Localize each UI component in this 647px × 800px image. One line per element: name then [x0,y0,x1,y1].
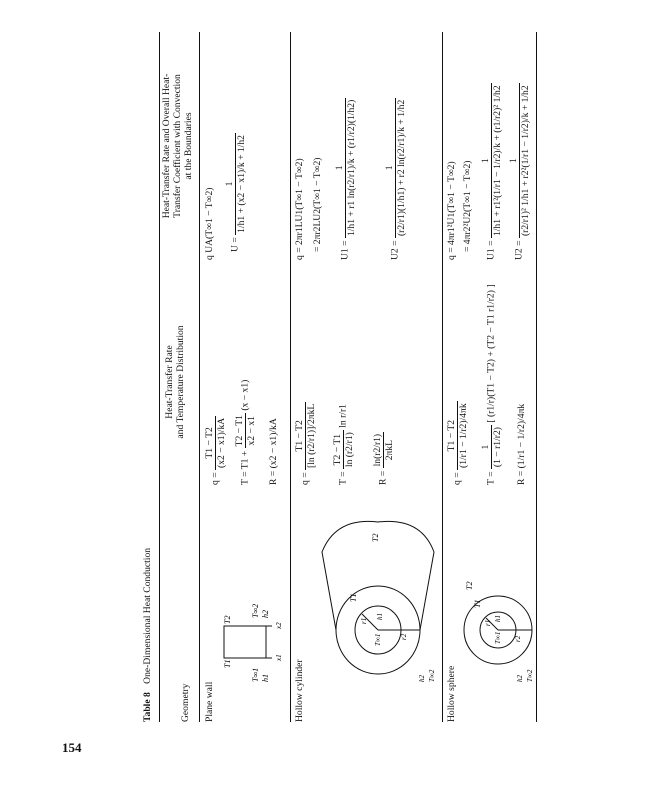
equation-temperature: T = 1 (1 − r1/r2) [ (r1/r)(T1 − T2) + (T2 − T1 r1/r2) ] [480,284,504,485]
equation-overall-q2: = 4πr2²U2(T∞1 − T∞2) [462,160,473,252]
diagram-label-r2: r2 [400,633,408,640]
equation-temperature: T = T2 − T1 ln (r2/r1) ln r/r1 [332,404,356,485]
diagram-label-h1: h1 [494,615,502,622]
equation-overall-u1: U1 = 1 1/h1 + r1 ln(r2/r1)/k + (r1/r2)(1/h2) [334,99,358,260]
diagram-label-r2: r2 [514,635,522,642]
table-row [444,32,536,722]
diagram-label-tinf2: T∞2 [251,603,260,618]
table-number: Table 8 [142,692,153,722]
rotated-table [142,32,537,722]
diagram-label-tinf2: T∞2 [428,669,436,682]
diagram-label-t1: T1 [349,593,358,602]
diagram-label-r1: r1 [484,619,492,626]
geometry-label: Plane wall [204,681,215,722]
equation-overall-u1: U1 = 1 1/h1 + r1²(1/r1 − 1/r2)/k + (r1/r2)² 1/h2 [480,85,504,260]
header-distribution-line: Heat-Transfer Rate [164,345,175,419]
plane-wall-diagram [218,598,286,688]
equation-q: q = T1 − T2 (1/r1 − 1/r2)/4πk [446,403,470,485]
equation-q: q = T1 − T2 (x2 − x1)/kA [204,417,228,485]
equation-overall-q1: q = 2πr1LU1(T∞1 − T∞2) [294,158,305,260]
geometry-label: Hollow sphere [446,665,457,722]
diagram-label-x2: x2 [275,622,283,629]
diagram-label-r1: r1 [360,617,368,624]
diagram-label-h2: h2 [261,610,270,618]
diagram-label-h1: h1 [261,674,270,682]
equation-overall-q1: q = 4πr1²U1(T∞1 − T∞2) [446,161,457,260]
equation-overall-q: q UA(T∞1 − T∞2) [204,187,215,260]
diagram-label-tinf1: T∞1 [494,631,502,644]
diagram-label-t1: T1 [473,599,482,608]
header-overall-line: at the Boundaries [183,112,195,180]
top-rule [159,32,160,722]
table-row [292,32,440,722]
diagram-label-tinf1: T∞1 [374,633,382,646]
page-number: 154 [62,740,82,755]
header-geometry: Geometry [180,683,191,722]
row-rule [290,32,291,722]
row-rule [442,32,443,722]
bottom-rule [536,32,537,722]
table-row [202,32,287,722]
diagram-label-h2: h2 [516,675,524,682]
equation-resistance: R = (1/r1 − 1/r2)/4πk [516,403,527,485]
equation-resistance: R = ln(r2/r1) 2πkL [372,433,396,485]
header-rule [199,32,200,722]
equation-overall-u2: U2 = 1 (r2/r1)(1/h1) + r2 ln(r2/r1)/k + 1/h2 [384,99,408,260]
diagram-label-tinf2: T∞2 [526,669,534,682]
header-overall [161,32,194,260]
diagram-label-t2: T2 [371,533,380,542]
hollow-cylinder-diagram [306,502,438,722]
equation-overall-u: U = 1 1/h1 + (x2 − x1)/k + 1/h2 [224,135,248,252]
diagram-label-t2: T2 [465,581,474,590]
geometry-label: Hollow cylinder [294,659,305,722]
diagram-label-h2: h2 [418,675,426,682]
header-overall-line: Heat-Transfer Rate and Overall Heat- [161,73,172,219]
header-distribution [164,272,186,492]
equation-overall-q2: = 2πr2LU2(T∞1 − T∞2) [312,157,323,252]
table-title: One-Dimensional Heat Conduction [142,547,153,684]
diagram-label-h1: h1 [376,613,384,620]
diagram-label-t2: T2 [223,615,232,624]
equation-temperature: T = T1 + T2 − T1 x2 − x1 (x − x1) [234,379,258,485]
header-overall-line: Transfer Coefficient with Convection [172,74,184,218]
diagram-label-t1: T1 [223,659,232,668]
diagram-label-x1: x1 [275,654,283,661]
hollow-sphere-diagram [456,522,538,722]
diagram-label-tinf1: T∞1 [251,667,260,682]
table-caption [142,548,153,722]
equation-resistance: R = (x2 − x1)/kA [268,418,279,485]
equation-q: q = T1 − T2 [ln (r2/r1)]/2πkL [294,403,318,485]
equation-overall-u2: U2 = 1 (r2/r1)² 1/h1 + r2²(1/r1 − 1/r2)/k + 1/h2 [508,85,532,260]
header-distribution-line: and Temperature Distribution [175,325,187,439]
